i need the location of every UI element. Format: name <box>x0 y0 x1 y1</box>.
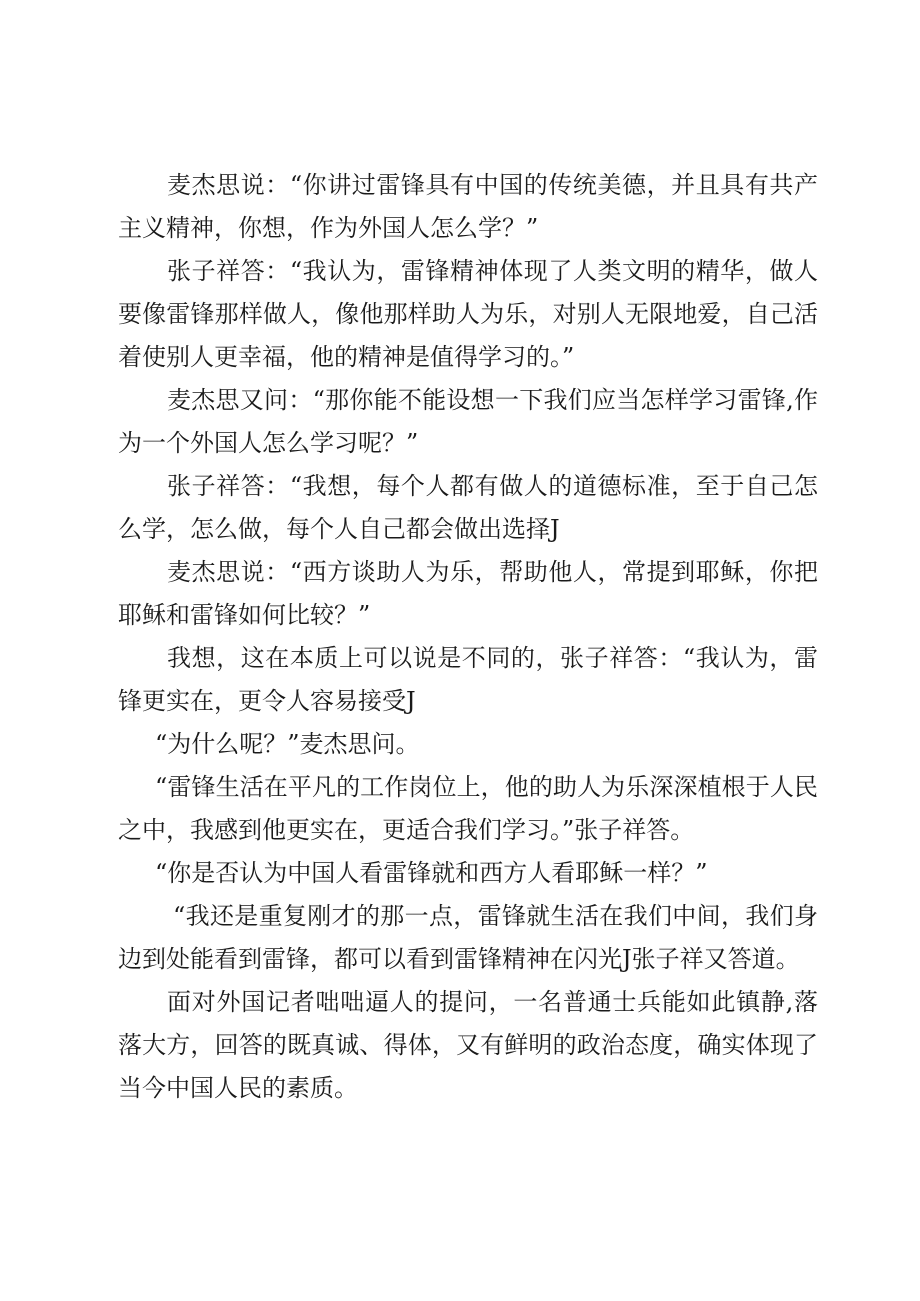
paragraph-5: 麦杰思说：“西方谈助人为乐，帮助他人，常提到耶稣，你把耶稣和雷锋如何比较？” <box>118 558 818 629</box>
paragraph-8: “雷锋生活在平凡的工作岗位上，他的助人为乐深深植根于人民之中，我感到他更实在，更适合我们学习。”张子祥答。 <box>118 773 818 844</box>
document-body <box>118 164 818 1110</box>
paragraph-6: 我想，这在本质上可以说是不同的，张子祥答：“我认为，雷锋更实在，更令人容易接受J <box>118 644 818 715</box>
paragraph-7: “为什么呢？”麦杰思问。 <box>155 730 420 758</box>
paragraph-11: 面对外国记者咄咄逼人的提问，一名普通士兵能如此镇静,落落大方，回答的既真诚、得体，又有鲜明的政治态度，确实体现了当今中国人民的素质。 <box>118 988 818 1102</box>
paragraph-3: 麦杰思又问：“那你能不能设想一下我们应当怎样学习雷锋,作为一个外国人怎么学习呢？” <box>118 386 818 457</box>
paragraph-10: “我还是重复刚才的那一点，雷锋就生活在我们中间，我们身边到处能看到雷锋，都可以看到雷锋精神在闪光J张子祥又答道。 <box>118 902 818 973</box>
paragraph-9: “你是否认为中国人看雷锋就和西方人看耶稣一样？” <box>155 859 708 887</box>
paragraph-1: 麦杰思说：“你讲过雷锋具有中国的传统美德，并且具有共产主义精神，你想，作为外国人怎么学？” <box>118 171 818 242</box>
paragraph-4: 张子祥答：“我想，每个人都有做人的道德标准，至于自己怎么学，怎么做，每个人自己都会做出选择J <box>118 472 818 543</box>
paragraph-2: 张子祥答：“我认为，雷锋精神体现了人类文明的精华，做人要像雷锋那样做人，像他那样助人为乐，对别人无限地爱，自己活着使别人更幸福，他的精神是值得学习的。” <box>118 257 818 371</box>
